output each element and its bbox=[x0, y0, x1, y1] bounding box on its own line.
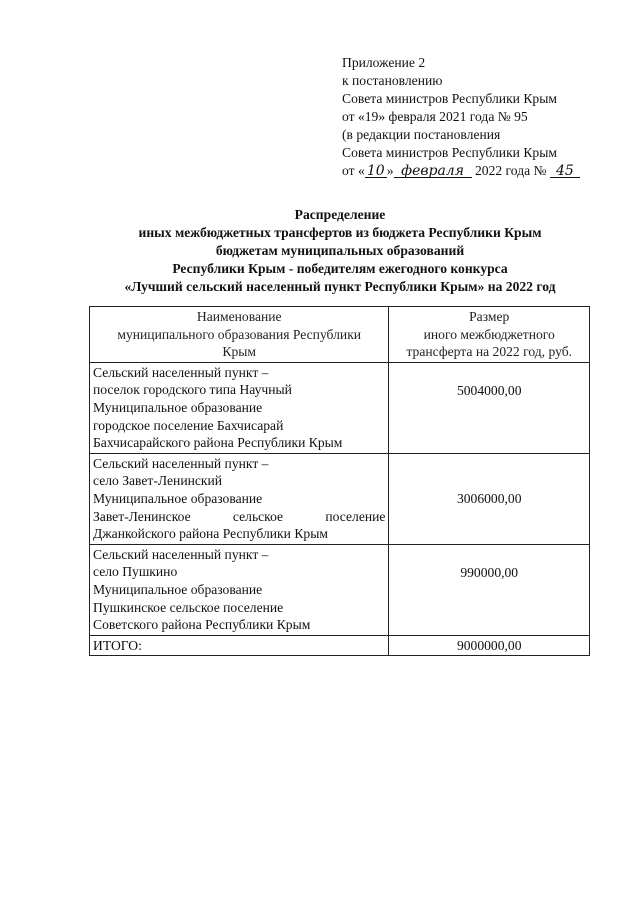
header-amount-cell bbox=[389, 307, 590, 363]
cell-line: Муниципальное образование bbox=[93, 581, 263, 597]
appendix-line: (в редакции постановления bbox=[342, 127, 501, 142]
cell-line: Пушкинское сельское поселение bbox=[93, 599, 284, 615]
cell-word: поселение bbox=[325, 508, 386, 524]
title-line: Республики Крым - победителям ежегодного конкурса bbox=[172, 261, 508, 276]
cell-line: Сельский населенный пункт – bbox=[93, 455, 269, 471]
table-row bbox=[90, 544, 590, 635]
appendix-line: Совета министров Республики Крым bbox=[342, 145, 557, 160]
total-amount: 9000000,00 bbox=[389, 635, 590, 656]
amount-cell: 5004000,00 bbox=[389, 362, 590, 453]
title-line: «Лучший сельский населенный пункт Республики Крым» на 2022 год bbox=[124, 279, 556, 294]
total-label: ИТОГО: bbox=[90, 635, 389, 656]
document-title bbox=[80, 206, 600, 296]
table-row bbox=[90, 453, 590, 544]
appendix-date-line: от « 10 » февраля 2022 года № 45 bbox=[342, 162, 632, 180]
municipality-cell bbox=[90, 453, 389, 544]
header-text: Наименование bbox=[196, 309, 282, 324]
cell-word: сельское bbox=[232, 508, 284, 524]
appendix-line: Совета министров Республики Крым bbox=[342, 91, 557, 106]
appendix-line: к постановлению bbox=[342, 73, 443, 88]
municipality-cell bbox=[90, 544, 389, 635]
header-text: Размер bbox=[469, 309, 510, 324]
cell-line: городское поселение Бахчисарай bbox=[93, 417, 284, 433]
cell-line: Муниципальное образование bbox=[93, 399, 263, 415]
appendix-date-prefix: от « bbox=[342, 163, 365, 178]
appendix-block bbox=[342, 54, 632, 180]
appendix-year: 2022 года № bbox=[474, 163, 547, 178]
handwritten-number: 45 bbox=[550, 162, 580, 180]
cell-line: село Завет-Ленинский bbox=[93, 473, 223, 489]
amount-cell: 3006000,00 bbox=[389, 453, 590, 544]
cell-line: поселок городского типа Научный bbox=[93, 382, 292, 398]
header-text: трансферта на 2022 год, руб. bbox=[406, 344, 573, 360]
handwritten-month: февраля bbox=[394, 162, 472, 180]
total-row bbox=[90, 635, 590, 656]
amount-cell: 990000,00 bbox=[389, 544, 590, 635]
distribution-table bbox=[89, 306, 590, 656]
cell-line: Джанкойского района Республики Крым bbox=[93, 526, 328, 542]
cell-line: Сельский населенный пункт – bbox=[93, 364, 269, 380]
appendix-line: Приложение 2 bbox=[342, 55, 426, 70]
header-name-cell bbox=[90, 307, 389, 363]
table-row bbox=[90, 362, 590, 453]
cell-line: Советского района Республики Крым bbox=[93, 617, 311, 633]
cell-line: Сельский населенный пункт – bbox=[93, 546, 269, 562]
title-line: Распределение bbox=[294, 207, 386, 222]
appendix-line: от «19» февраля 2021 года № 95 bbox=[342, 109, 528, 124]
header-text: Крым bbox=[222, 344, 257, 360]
header-text: муниципального образования Республики bbox=[117, 326, 362, 342]
table-header-row bbox=[90, 307, 590, 363]
header-text: иного межбюджетного bbox=[423, 326, 555, 342]
cell-line: Бахчисарайского района Республики Крым bbox=[93, 435, 343, 451]
cell-line: село Пушкино bbox=[93, 564, 178, 580]
title-line: иных межбюджетных трансфертов из бюджета Республики Крым bbox=[138, 225, 542, 240]
cell-line: Муниципальное образование bbox=[93, 490, 263, 506]
municipality-cell bbox=[90, 362, 389, 453]
handwritten-day: 10 bbox=[365, 162, 387, 180]
cell-word: Завет-Ленинское bbox=[93, 508, 191, 524]
title-line: бюджетам муниципальных образований bbox=[215, 243, 465, 258]
cell-line-justified bbox=[93, 508, 385, 526]
